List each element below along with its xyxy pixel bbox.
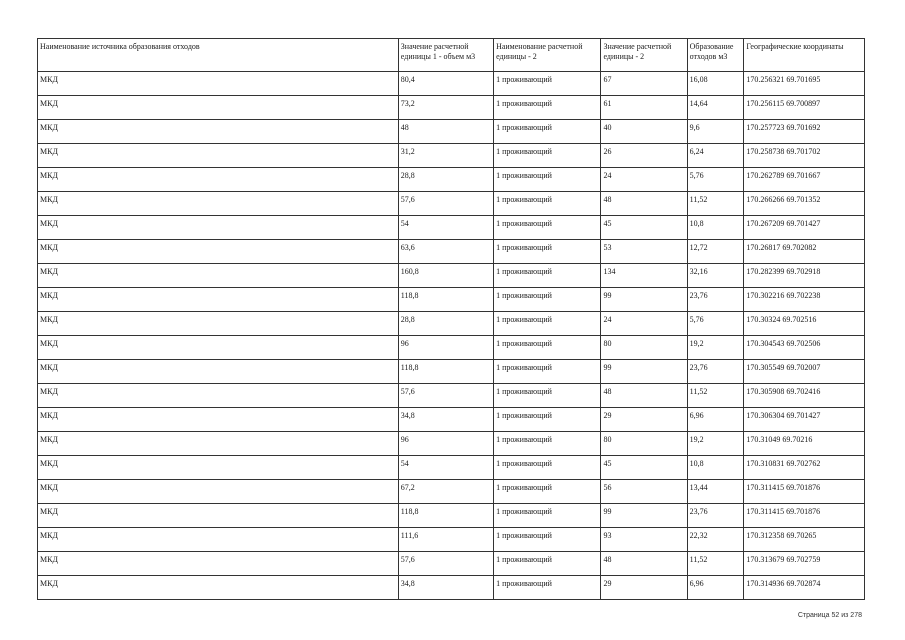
coordinates-cell: 170.310831 69.702762 — [744, 456, 865, 480]
unit2-value-cell: 67 — [601, 72, 687, 96]
unit1-value-cell: 73,2 — [398, 96, 493, 120]
unit2-value-cell: 56 — [601, 480, 687, 504]
table-row — [38, 408, 865, 432]
unit2-name-cell: 1 проживающий — [494, 96, 601, 120]
waste-volume-cell: 16,08 — [687, 72, 744, 96]
unit1-value-cell: 63,6 — [398, 240, 493, 264]
source-name-cell: МКД — [38, 216, 399, 240]
header-source-name: Наименование источника образования отходов — [38, 39, 399, 72]
unit2-name-cell: 1 проживающий — [494, 120, 601, 144]
unit1-value-cell: 54 — [398, 216, 493, 240]
unit1-value-cell: 118,8 — [398, 360, 493, 384]
coordinates-cell: 170.304543 69.702506 — [744, 336, 865, 360]
waste-volume-cell: 23,76 — [687, 360, 744, 384]
unit2-value-cell: 45 — [601, 216, 687, 240]
unit2-name-cell: 1 проживающий — [494, 456, 601, 480]
unit2-name-cell: 1 проживающий — [494, 576, 601, 600]
table-row — [38, 72, 865, 96]
unit2-value-cell: 45 — [601, 456, 687, 480]
table-row — [38, 120, 865, 144]
table-header-row — [38, 39, 865, 72]
table-row — [38, 192, 865, 216]
unit2-value-cell: 24 — [601, 168, 687, 192]
unit2-value-cell: 134 — [601, 264, 687, 288]
unit2-name-cell: 1 проживающий — [494, 264, 601, 288]
unit2-name-cell: 1 проживающий — [494, 384, 601, 408]
coordinates-cell: 170.311415 69.701876 — [744, 480, 865, 504]
table-row — [38, 576, 865, 600]
unit2-name-cell: 1 проживающий — [494, 552, 601, 576]
unit2-value-cell: 48 — [601, 552, 687, 576]
waste-volume-cell: 10,8 — [687, 456, 744, 480]
unit1-value-cell: 57,6 — [398, 384, 493, 408]
table-row — [38, 240, 865, 264]
table-row — [38, 360, 865, 384]
source-name-cell: МКД — [38, 96, 399, 120]
source-name-cell: МКД — [38, 408, 399, 432]
coordinates-cell: 170.305549 69.702007 — [744, 360, 865, 384]
unit2-value-cell: 53 — [601, 240, 687, 264]
unit2-value-cell: 61 — [601, 96, 687, 120]
unit1-value-cell: 54 — [398, 456, 493, 480]
unit2-value-cell: 80 — [601, 336, 687, 360]
waste-volume-cell: 6,96 — [687, 576, 744, 600]
unit1-value-cell: 28,8 — [398, 168, 493, 192]
unit2-value-cell: 48 — [601, 384, 687, 408]
table-row — [38, 168, 865, 192]
source-name-cell: МКД — [38, 240, 399, 264]
unit2-value-cell: 40 — [601, 120, 687, 144]
unit2-name-cell: 1 проживающий — [494, 432, 601, 456]
source-name-cell: МКД — [38, 576, 399, 600]
source-name-cell: МКД — [38, 384, 399, 408]
table-row — [38, 480, 865, 504]
unit2-value-cell: 29 — [601, 408, 687, 432]
unit2-name-cell: 1 проживающий — [494, 192, 601, 216]
unit2-value-cell: 26 — [601, 144, 687, 168]
header-coordinates: Географические координаты — [744, 39, 865, 72]
waste-volume-cell: 23,76 — [687, 504, 744, 528]
header-waste-volume: Образование отходов м3 — [687, 39, 744, 72]
unit1-value-cell: 111,6 — [398, 528, 493, 552]
unit2-name-cell: 1 проживающий — [494, 528, 601, 552]
table-body — [38, 72, 865, 600]
source-name-cell: МКД — [38, 552, 399, 576]
coordinates-cell: 170.256115 69.700897 — [744, 96, 865, 120]
unit2-name-cell: 1 проживающий — [494, 168, 601, 192]
waste-volume-cell: 32,16 — [687, 264, 744, 288]
unit2-value-cell: 80 — [601, 432, 687, 456]
coordinates-cell: 170.306304 69.701427 — [744, 408, 865, 432]
unit2-value-cell: 24 — [601, 312, 687, 336]
unit1-value-cell: 118,8 — [398, 504, 493, 528]
waste-volume-cell: 22,32 — [687, 528, 744, 552]
waste-volume-cell: 11,52 — [687, 552, 744, 576]
waste-volume-cell: 10,8 — [687, 216, 744, 240]
table-row — [38, 216, 865, 240]
unit2-value-cell: 93 — [601, 528, 687, 552]
unit2-value-cell: 29 — [601, 576, 687, 600]
waste-volume-cell: 13,44 — [687, 480, 744, 504]
source-name-cell: МКД — [38, 288, 399, 312]
source-name-cell: МКД — [38, 312, 399, 336]
unit2-name-cell: 1 проживающий — [494, 408, 601, 432]
unit1-value-cell: 34,8 — [398, 576, 493, 600]
source-name-cell: МКД — [38, 504, 399, 528]
unit2-name-cell: 1 проживающий — [494, 360, 601, 384]
table-row — [38, 288, 865, 312]
source-name-cell: МКД — [38, 336, 399, 360]
waste-volume-cell: 19,2 — [687, 336, 744, 360]
table-row — [38, 264, 865, 288]
coordinates-cell: 170.302216 69.702238 — [744, 288, 865, 312]
table-row — [38, 144, 865, 168]
waste-volume-cell: 12,72 — [687, 240, 744, 264]
unit1-value-cell: 96 — [398, 432, 493, 456]
table-row — [38, 504, 865, 528]
coordinates-cell: 170.26817 69.702082 — [744, 240, 865, 264]
coordinates-cell: 170.313679 69.702759 — [744, 552, 865, 576]
unit2-name-cell: 1 проживающий — [494, 216, 601, 240]
header-unit1-value: Значение расчетной единицы 1 - объем м3 — [398, 39, 493, 72]
coordinates-cell: 170.256321 69.701695 — [744, 72, 865, 96]
unit2-value-cell: 99 — [601, 288, 687, 312]
source-name-cell: МКД — [38, 528, 399, 552]
unit2-value-cell: 99 — [601, 360, 687, 384]
table-row — [38, 96, 865, 120]
unit1-value-cell: 80,4 — [398, 72, 493, 96]
source-name-cell: МКД — [38, 120, 399, 144]
coordinates-cell: 170.305908 69.702416 — [744, 384, 865, 408]
unit2-value-cell: 48 — [601, 192, 687, 216]
waste-volume-cell: 6,24 — [687, 144, 744, 168]
waste-volume-cell: 9,6 — [687, 120, 744, 144]
waste-volume-cell: 6,96 — [687, 408, 744, 432]
waste-volume-cell: 19,2 — [687, 432, 744, 456]
source-name-cell: МКД — [38, 360, 399, 384]
waste-volume-cell: 5,76 — [687, 168, 744, 192]
table-row — [38, 552, 865, 576]
unit2-name-cell: 1 проживающий — [494, 240, 601, 264]
coordinates-cell: 170.30324 69.702516 — [744, 312, 865, 336]
header-unit2-name: Наименование расчетной единицы - 2 — [494, 39, 601, 72]
coordinates-cell: 170.314936 69.702874 — [744, 576, 865, 600]
unit2-name-cell: 1 проживающий — [494, 504, 601, 528]
page-number: Страница 52 из 278 — [797, 612, 862, 619]
unit1-value-cell: 28,8 — [398, 312, 493, 336]
coordinates-cell: 170.267209 69.701427 — [744, 216, 865, 240]
unit1-value-cell: 118,8 — [398, 288, 493, 312]
source-name-cell: МКД — [38, 168, 399, 192]
coordinates-cell: 170.311415 69.701876 — [744, 504, 865, 528]
source-name-cell: МКД — [38, 264, 399, 288]
source-name-cell: МКД — [38, 72, 399, 96]
table-row — [38, 312, 865, 336]
waste-volume-cell: 11,52 — [687, 192, 744, 216]
source-name-cell: МКД — [38, 432, 399, 456]
unit2-name-cell: 1 проживающий — [494, 336, 601, 360]
table-row — [38, 528, 865, 552]
waste-volume-cell: 14,64 — [687, 96, 744, 120]
waste-volume-cell: 23,76 — [687, 288, 744, 312]
unit2-value-cell: 99 — [601, 504, 687, 528]
coordinates-cell: 170.266266 69.701352 — [744, 192, 865, 216]
unit2-name-cell: 1 проживающий — [494, 72, 601, 96]
unit2-name-cell: 1 проживающий — [494, 312, 601, 336]
unit2-name-cell: 1 проживающий — [494, 480, 601, 504]
unit1-value-cell: 57,6 — [398, 192, 493, 216]
coordinates-cell: 170.258738 69.701702 — [744, 144, 865, 168]
unit1-value-cell: 31,2 — [398, 144, 493, 168]
waste-volume-cell: 11,52 — [687, 384, 744, 408]
unit1-value-cell: 57,6 — [398, 552, 493, 576]
waste-volume-cell: 5,76 — [687, 312, 744, 336]
table-row — [38, 384, 865, 408]
unit2-name-cell: 1 проживающий — [494, 144, 601, 168]
table-row — [38, 432, 865, 456]
unit1-value-cell: 67,2 — [398, 480, 493, 504]
unit1-value-cell: 160,8 — [398, 264, 493, 288]
waste-sources-table — [37, 38, 865, 600]
header-unit2-value: Значение расчетной единицы - 2 — [601, 39, 687, 72]
source-name-cell: МКД — [38, 480, 399, 504]
table-row — [38, 336, 865, 360]
coordinates-cell: 170.257723 69.701692 — [744, 120, 865, 144]
source-name-cell: МКД — [38, 192, 399, 216]
coordinates-cell: 170.312358 69.70265 — [744, 528, 865, 552]
coordinates-cell: 170.31049 69.70216 — [744, 432, 865, 456]
unit1-value-cell: 34,8 — [398, 408, 493, 432]
source-name-cell: МКД — [38, 456, 399, 480]
table-row — [38, 456, 865, 480]
unit1-value-cell: 96 — [398, 336, 493, 360]
unit1-value-cell: 48 — [398, 120, 493, 144]
source-name-cell: МКД — [38, 144, 399, 168]
coordinates-cell: 170.262789 69.701667 — [744, 168, 865, 192]
unit2-name-cell: 1 проживающий — [494, 288, 601, 312]
coordinates-cell: 170.282399 69.702918 — [744, 264, 865, 288]
